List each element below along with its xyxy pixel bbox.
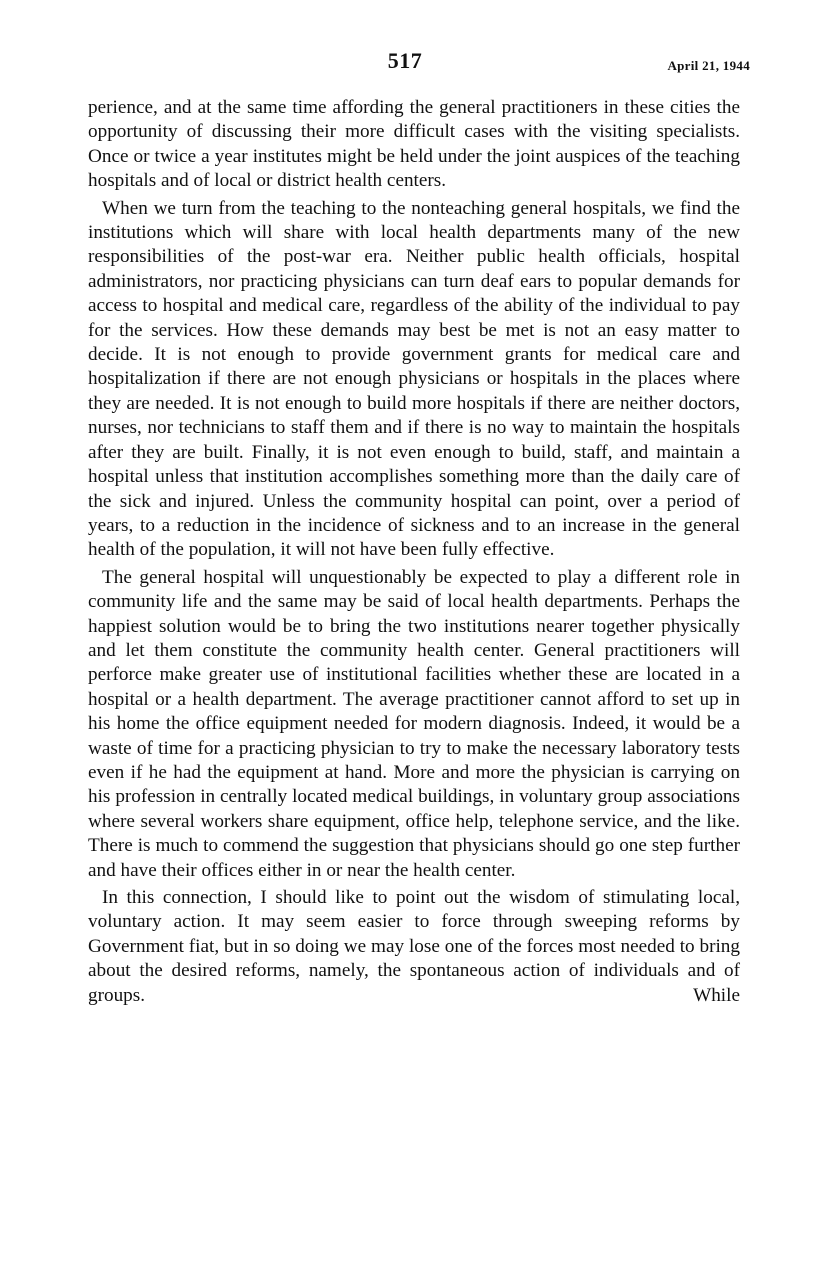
running-header-date: April 21, 1944 (667, 58, 750, 73)
paragraph-3: The general hospital will unquestionably be expected to play a different role in community life and the same may be said of local health departments. Perhaps the happiest solution would be to bring the two institutions nearer together physically and let them constitute the community health center. General practitioners will perforce make greater use of institutional facilities whether these are located in a hospital or a health department. The average practitioner cannot afford to set up in his home the office equipment needed for modern diagnosis. Indeed, it would be a waste of time for a practicing physician to try to make the necessary laboratory tests even if he had the equipment at hand. More and more the physician is carrying on his profession in centrally located medical buildings, in voluntary group associations where several workers share equipment, office help, telephone service, and the like. There is much to commend the suggestion that physicians should go one step further and have their offices either in or near the health center. (88, 566, 740, 881)
paragraph-4: In this connection, I should like to point out the wisdom of stimulating local, voluntary action. It may seem easier to force through sweeping reforms by Government fiat, but in so doing we may lose one of the forces most needed to bring about the desired reforms, namely, the spontaneous action of individuals and of groups. While (88, 887, 740, 1006)
paragraph-1: perience, and at the same time affording the general practitioners in these cities the opportunity of discussing their more difficult cases with the visiting specialists. Once or twice a year institutes might be held under the joint auspices of the teaching hospitals and of local or district health centers. (88, 97, 740, 192)
body-text (88, 96, 740, 1011)
page-number: 517 (387, 48, 423, 73)
paragraph-2: When we turn from the teaching to the nonteaching general hospitals, we find the institutions which will share with local health departments many of the new responsibilities of the post-war era. Neither public health officials, hospital administrators, nor practicing physicians can turn deaf ears to popular demands for access to hospital and medical care, regardless of the ability of the individual to pay for the services. How these demands may best be met is not an easy matter to decide. It is not enough to provide government grants for medical care and hospitalization if there are not enough physicians or hospitals in the places where they are needed. It is not enough to build more hospitals if there are neither doctors, nurses, nor technicians to staff them and if there is no way to maintain the hospitals after they are built. Finally, it is not even enough to build, staff, and maintain a hospital unless that institution accomplishes something more than the daily care of the sick and injured. Unless the community hospital can point, over a period of years, to a reduction in the incidence of sickness and to an increase in the general health of the population, it will not have been fully effective. (88, 197, 740, 561)
